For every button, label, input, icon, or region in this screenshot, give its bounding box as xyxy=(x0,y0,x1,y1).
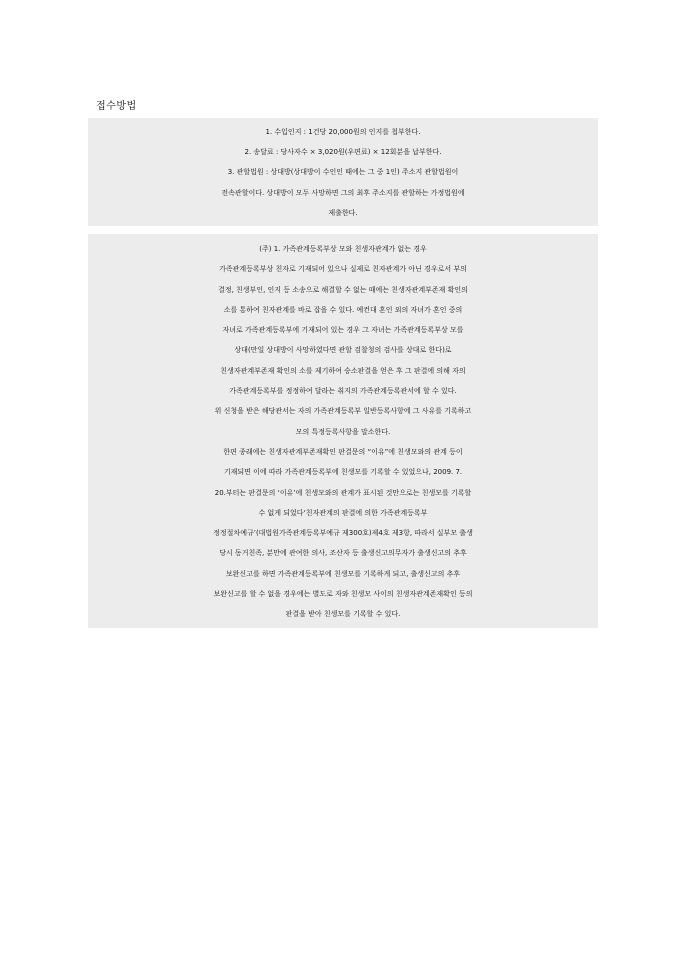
jurisdiction-line-1: 3. 관할법원 : 상대방(상대방이 수인인 때에는 그 중 1인) 주소지 관할법원이 xyxy=(227,168,459,177)
note-line: 가족관계등록부상 친자로 기재되어 있으나 실제로 친자관계가 아닌 경우로서 부의 xyxy=(219,265,467,274)
note-line: 결정, 친생부인, 인지 등 소송으로 해결할 수 없는 때에는 친생자관계부존재 확인의 xyxy=(218,285,468,294)
note-box xyxy=(88,234,598,628)
note-line: 친생자관계부존재 확인의 소를 제기하여 승소판결을 얻은 후 그 판결에 의해 자의 xyxy=(220,366,466,375)
section-heading: 접수방법 xyxy=(96,101,137,112)
note-line: 정정절차예규’(대법원가족관계등록부예규 제300호)제4호 제3항, 따라서 실부모 출생 xyxy=(213,529,473,538)
note-line: 소를 통하여 친자관계를 바로 잡을 수 있다. 예컨대 혼인 외의 자녀가 혼인 중의 xyxy=(223,305,463,314)
note-line: 상대(만일 상대방이 사망하였다면 관할 검찰청의 검사를 상대로 한다)로 xyxy=(234,346,452,355)
filing-info-box xyxy=(88,118,598,226)
note-line: 기재되면 이에 따라 가족관계등록부에 친생모를 기록할 수 있었으나, 2009. 7. xyxy=(223,468,463,477)
stamp-fee-line: 1. 수입인지 : 1건당 20,000원의 인지를 첩부한다. xyxy=(265,128,421,136)
note-line: 모의 특정등록사항을 말소한다. xyxy=(295,427,391,436)
note-line: 20.부터는 판결문의 ‘이유’에 친생모와의 관계가 표시된 것만으로는 친생모를 기록할 xyxy=(214,488,472,497)
note-line: 수 없게 되었다‘친자관계의 판결에 의한 가족관계등록부 xyxy=(258,508,428,517)
note-line: 당시 동거친족, 분만에 관여한 의사, 조산자 등 출생신고의무자가 출생신고의 추후 xyxy=(219,549,467,558)
note-line: 자녀로 가족관계등록부에 기재되어 있는 경우 그 자녀는 가족관계등록부상 모를 xyxy=(222,326,464,335)
note-line: 가족관계등록부를 정정하여 달라는 취지의 가족관계등록관서에 할 수 있다. xyxy=(229,387,457,396)
note-line: 보완신고를 할 수 없을 경우에는 별도로 자와 친생모 사이의 친생자관계존재확인 등의 xyxy=(213,590,473,599)
note-line: 위 신청을 받은 해당관서는 자의 가족관계등록부 일반등록사항에 그 사유를 기록하고 xyxy=(214,407,472,416)
note-line: (주) 1. 가족관계등록부상 모와 친생자관계가 없는 경우 xyxy=(259,245,427,253)
jurisdiction-line-2: 전속관할이다. 상대방이 모두 사망하면 그의 최후 주소지를 관할하는 가정법원에 xyxy=(221,188,465,197)
jurisdiction-line-3: 제출한다. xyxy=(328,208,358,217)
postage-fee-line: 2. 송달료 : 당사자수 × 3,020원(우편료) × 12회분을 납부한다. xyxy=(244,148,442,157)
note-line: 보완신고를 하면 가족관계등록부에 친생모를 기록하게 되고, 출생신고의 추후 xyxy=(225,569,461,578)
note-line: 한편 종래에는 친생자관계부존재확인 판결문의 “이유”에 친생모와의 관계 등이 xyxy=(223,447,463,456)
note-line: 판결을 받아 친생모를 기록할 수 있다. xyxy=(285,610,401,619)
